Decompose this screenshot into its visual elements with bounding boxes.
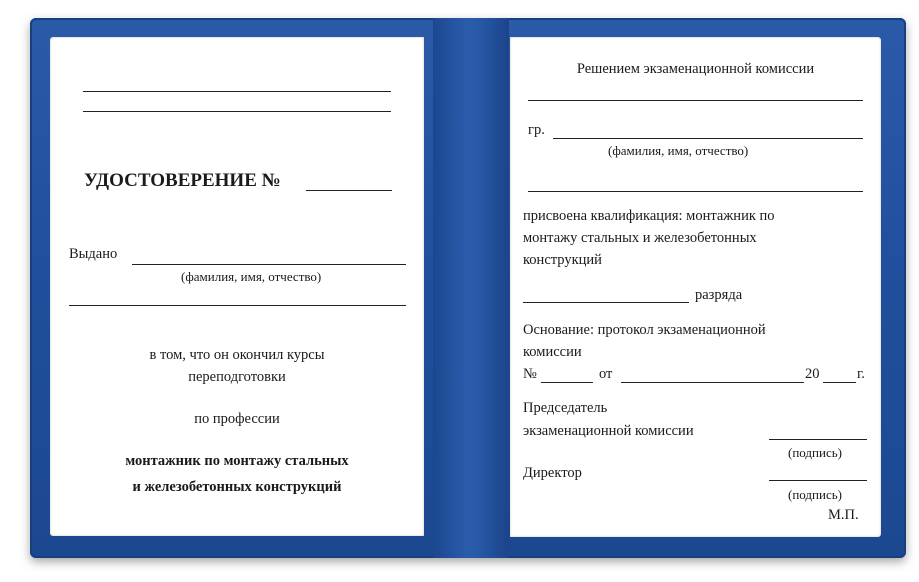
year-prefix: 20 bbox=[805, 366, 820, 382]
chairman-line-1: Председатель bbox=[523, 400, 608, 416]
certificate-title bbox=[84, 170, 281, 192]
top-blank-line-1 bbox=[83, 91, 391, 92]
course-line-1: в том, что он окончил курсы bbox=[149, 347, 325, 363]
signature-hint-2: (подпись) bbox=[788, 487, 842, 502]
top-blank-line-2 bbox=[83, 111, 391, 112]
profession-label: по профессии bbox=[194, 411, 280, 427]
chairman-line-2: экзаменационной комиссии bbox=[523, 423, 694, 439]
protocol-from-label: от bbox=[599, 366, 613, 382]
profession-line-1: монтажник по монтажу стальных bbox=[125, 453, 349, 469]
decision-blank-line bbox=[528, 100, 863, 101]
citizen-name-blank bbox=[553, 138, 863, 139]
right-page bbox=[510, 37, 881, 537]
grade-label: разряда bbox=[695, 287, 743, 303]
left-name-hint: (фамилия, имя, отчество) bbox=[181, 269, 322, 284]
director-label: Директор bbox=[523, 465, 582, 481]
issued-label: Выдано bbox=[69, 246, 118, 262]
cover-spine bbox=[433, 18, 509, 558]
basis-line-1: Основание: протокол экзаменационной bbox=[523, 322, 766, 338]
basis-line-2: комиссии bbox=[523, 344, 582, 360]
decision-heading: Решением экзаменационной комиссии bbox=[576, 61, 815, 77]
qualification-line-3: конструкций bbox=[523, 252, 602, 268]
year-suffix: г. bbox=[857, 366, 865, 382]
protocol-number-blank bbox=[541, 382, 593, 383]
citizen-name-blank-2 bbox=[528, 191, 863, 192]
certificate-number-blank bbox=[306, 190, 392, 191]
signature-hint-1: (подпись) bbox=[788, 445, 842, 460]
left-page bbox=[50, 37, 424, 536]
right-name-hint: (фамилия, имя, отчество) bbox=[608, 143, 749, 158]
grade-blank bbox=[523, 302, 689, 303]
issued-name-blank bbox=[132, 264, 406, 265]
qualification-line-2: монтажу стальных и железобетонных bbox=[523, 230, 757, 246]
issued-name-blank-2 bbox=[69, 305, 406, 306]
year-blank bbox=[823, 382, 856, 383]
course-line-2: переподготовки bbox=[188, 369, 286, 385]
protocol-number-label: № bbox=[523, 366, 537, 382]
profession-line-2: и железобетонных конструкций bbox=[132, 479, 342, 495]
certificate-title-text: УДОСТОВЕРЕНИЕ № bbox=[84, 170, 281, 191]
protocol-date-blank bbox=[621, 382, 804, 383]
seal-label: М.П. bbox=[828, 507, 859, 523]
director-signature-blank bbox=[769, 480, 867, 481]
citizen-label: гр. bbox=[528, 122, 545, 138]
chairman-signature-blank bbox=[769, 439, 867, 440]
qualification-line-1: присвоена квалификация: монтажник по bbox=[523, 208, 775, 224]
